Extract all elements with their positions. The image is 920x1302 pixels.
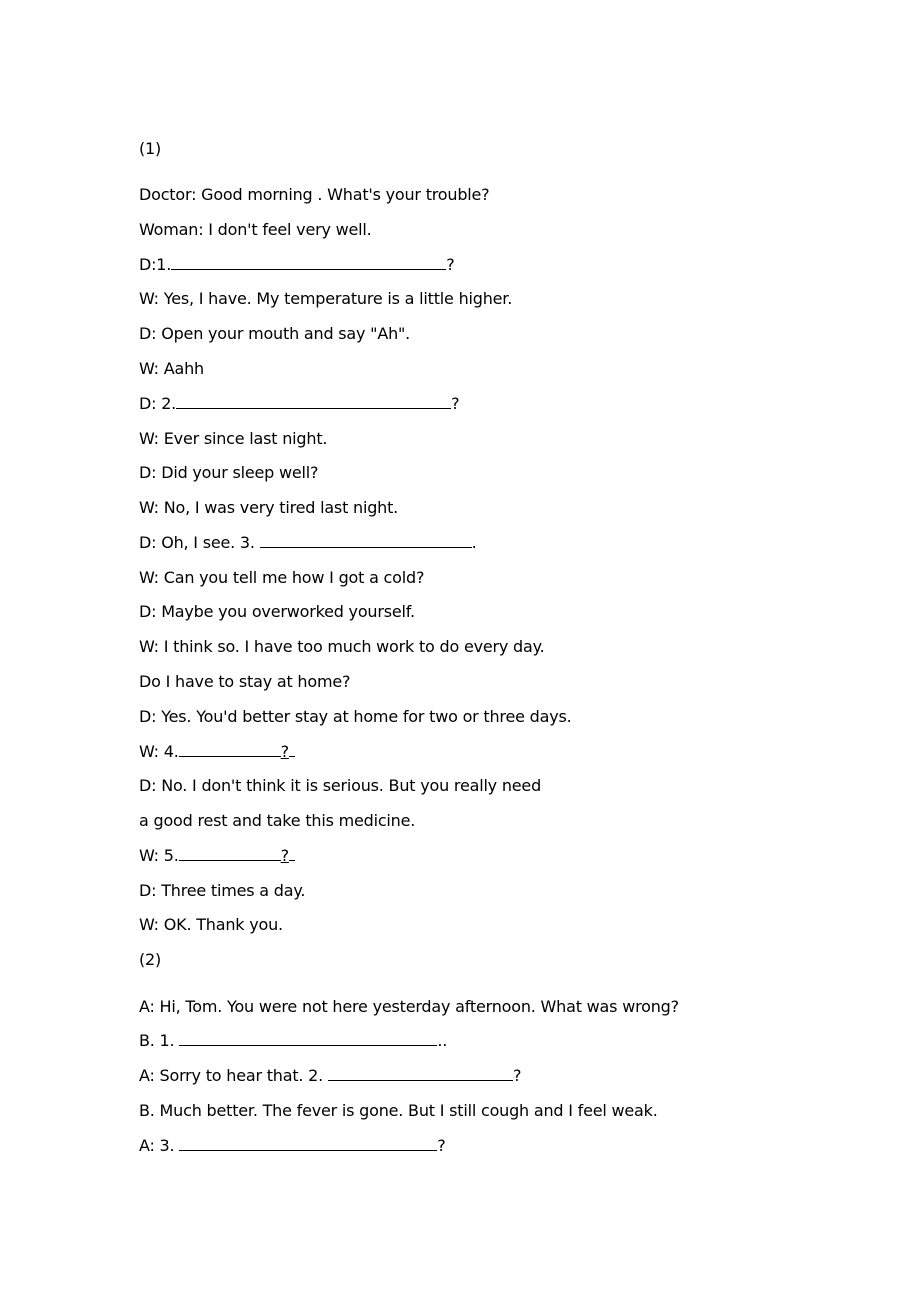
answer-blank[interactable] xyxy=(179,742,281,757)
section-1-heading: (1) xyxy=(139,139,162,158)
line-suffix: ? xyxy=(437,1136,446,1155)
dialogue-line: Do I have to stay at home? xyxy=(139,672,351,691)
dialogue-line: D: Three times a day. xyxy=(139,881,306,900)
dialogue-line: W: Aahh xyxy=(139,359,204,378)
answer-blank[interactable] xyxy=(260,533,472,548)
line-prefix: D: Oh, I see. 3. xyxy=(139,533,260,552)
dialogue-line: D: Yes. You'd better stay at home for two or three days. xyxy=(139,707,572,726)
dialogue-line: W: Yes, I have. My temperature is a little higher. xyxy=(139,289,513,308)
answer-blank[interactable] xyxy=(179,1031,437,1046)
dialogue-line: D: No. I don't think it is serious. But you really need xyxy=(139,776,542,795)
line-suffix: . xyxy=(471,533,477,552)
line-suffix: ? xyxy=(451,394,460,413)
fill-in-line xyxy=(139,846,295,866)
answer-blank[interactable] xyxy=(328,1066,513,1081)
line-prefix: A: 3. xyxy=(139,1136,180,1155)
answer-blank[interactable] xyxy=(179,846,281,861)
answer-blank[interactable] xyxy=(171,255,446,270)
fill-in-line xyxy=(139,1031,447,1051)
dialogue-line: W: Ever since last night. xyxy=(139,429,328,448)
line-suffix: ? xyxy=(280,846,289,865)
line-suffix: ? xyxy=(512,1066,522,1085)
dialogue-line: D: Maybe you overworked yourself. xyxy=(139,602,415,621)
fill-in-line xyxy=(139,742,295,762)
line-prefix: A: Sorry to hear that. 2. xyxy=(139,1066,328,1085)
dialogue-line: D: Did your sleep well? xyxy=(139,463,319,482)
fill-in-line xyxy=(139,1066,521,1086)
line-suffix: ? xyxy=(446,255,455,274)
underline-tail xyxy=(289,742,295,757)
line-prefix: W: 5. xyxy=(139,846,179,865)
answer-blank[interactable] xyxy=(176,394,451,409)
line-prefix: W: 4. xyxy=(139,742,179,761)
dialogue-line: W: I think so. I have too much work to do every day. xyxy=(139,637,545,656)
dialogue-line: B. Much better. The fever is gone. But I still cough and I feel weak. xyxy=(139,1101,658,1120)
dialogue-line: D: Open your mouth and say "Ah". xyxy=(139,324,411,343)
dialogue-line: W: No, I was very tired last night. xyxy=(139,498,399,517)
line-prefix: D: 2. xyxy=(139,394,177,413)
dialogue-line: A: Hi, Tom. You were not here yesterday afternoon. What was wrong? xyxy=(139,997,679,1016)
fill-in-line xyxy=(139,1136,446,1156)
line-prefix: D:1. xyxy=(139,255,172,274)
line-suffix: .. xyxy=(437,1031,448,1050)
answer-blank[interactable] xyxy=(179,1136,437,1151)
dialogue-line: Woman: I don't feel very well. xyxy=(139,220,372,239)
section-2-heading: (2) xyxy=(139,950,162,969)
dialogue-line: Doctor: Good morning . What's your trouble? xyxy=(139,185,490,204)
dialogue-line: a good rest and take this medicine. xyxy=(139,811,416,830)
line-prefix: B. 1. xyxy=(139,1031,180,1050)
fill-in-line xyxy=(139,533,477,553)
line-suffix: ? xyxy=(280,742,289,761)
fill-in-line xyxy=(139,255,454,275)
dialogue-line: W: Can you tell me how I got a cold? xyxy=(139,568,425,587)
document-page xyxy=(139,0,859,1302)
underline-tail xyxy=(289,846,295,861)
dialogue-line: W: OK. Thank you. xyxy=(139,915,283,934)
fill-in-line xyxy=(139,394,459,414)
